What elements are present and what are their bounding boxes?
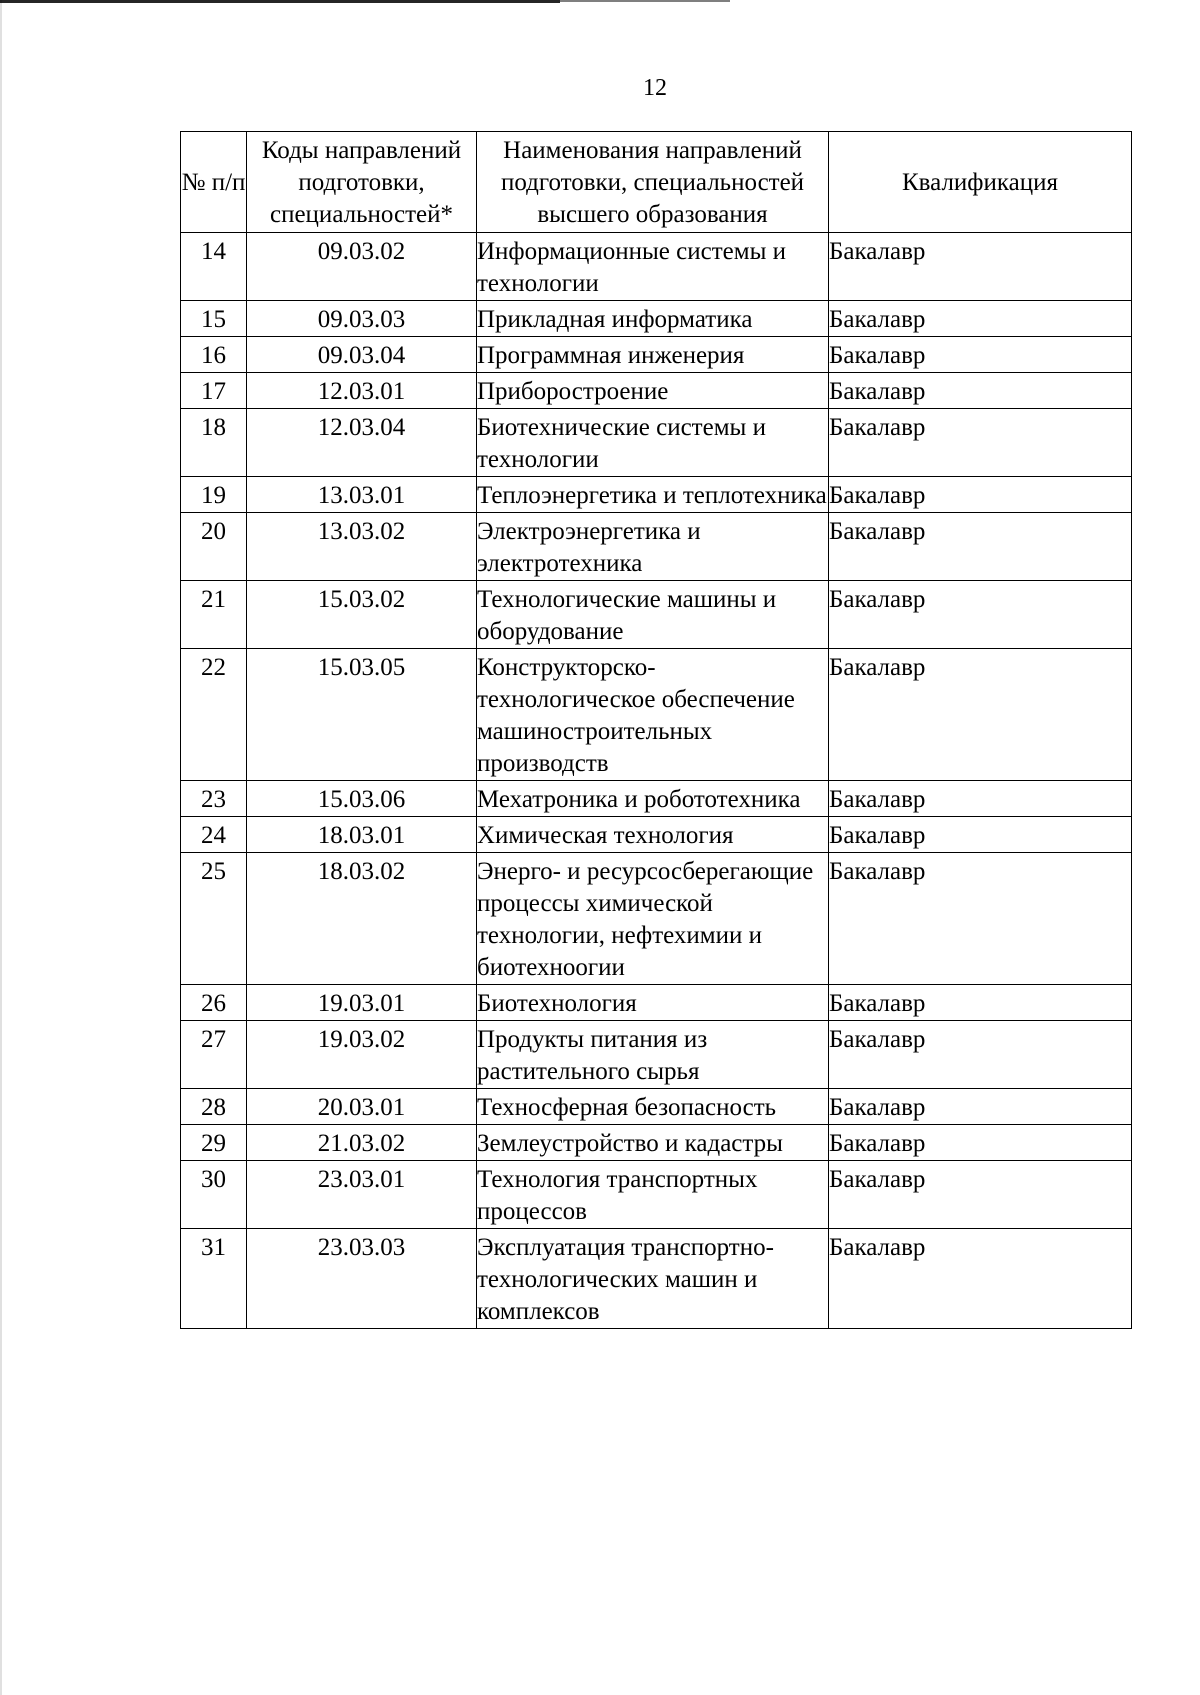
- cell-name: Теплоэнергетика и теплотехника: [477, 477, 829, 513]
- cell-name: Конструкторско-технологическое обеспечение машиностроительных производств: [477, 649, 829, 781]
- cell-qualification: Бакалавр: [829, 409, 1132, 477]
- cell-num: 24: [181, 817, 247, 853]
- table-row: [181, 853, 1132, 985]
- cell-code: 09.03.03: [247, 301, 477, 337]
- table-row: [181, 409, 1132, 477]
- cell-code: 23.03.03: [247, 1229, 477, 1329]
- cell-name: Приборостроение: [477, 373, 829, 409]
- table-row: [181, 373, 1132, 409]
- cell-name: Эксплуатация транспортно-технологических машин и комплексов: [477, 1229, 829, 1329]
- cell-qualification: Бакалавр: [829, 1125, 1132, 1161]
- cell-name: Информационные системы и технологии: [477, 233, 829, 301]
- cell-code: 09.03.04: [247, 337, 477, 373]
- cell-name: Техносферная безопасность: [477, 1089, 829, 1125]
- cell-num: 29: [181, 1125, 247, 1161]
- cell-code: 21.03.02: [247, 1125, 477, 1161]
- page-number: 12: [643, 75, 667, 101]
- table-body: [181, 233, 1132, 1329]
- table-row: [181, 581, 1132, 649]
- cell-code: 19.03.01: [247, 985, 477, 1021]
- header-qualification: Квалификация: [829, 132, 1132, 233]
- table-row: [181, 513, 1132, 581]
- cell-code: 23.03.01: [247, 1161, 477, 1229]
- cell-name: Биотехнические системы и технологии: [477, 409, 829, 477]
- cell-qualification: Бакалавр: [829, 817, 1132, 853]
- cell-name: Программная инженерия: [477, 337, 829, 373]
- cell-num: 28: [181, 1089, 247, 1125]
- cell-qualification: Бакалавр: [829, 1229, 1132, 1329]
- table-row: [181, 817, 1132, 853]
- cell-num: 25: [181, 853, 247, 985]
- cell-qualification: Бакалавр: [829, 301, 1132, 337]
- directions-table: [180, 131, 1132, 1329]
- cell-name: Электроэнергетика и электротехника: [477, 513, 829, 581]
- scan-edge-top: [0, 0, 560, 3]
- cell-name: Технология транспортных процессов: [477, 1161, 829, 1229]
- cell-code: 15.03.02: [247, 581, 477, 649]
- cell-qualification: Бакалавр: [829, 373, 1132, 409]
- cell-num: 15: [181, 301, 247, 337]
- cell-qualification: Бакалавр: [829, 1161, 1132, 1229]
- cell-code: 20.03.01: [247, 1089, 477, 1125]
- table-row: [181, 1161, 1132, 1229]
- cell-qualification: Бакалавр: [829, 477, 1132, 513]
- scan-edge-left: [0, 0, 2, 1695]
- table-row: [181, 781, 1132, 817]
- cell-code: 18.03.02: [247, 853, 477, 985]
- cell-qualification: Бакалавр: [829, 581, 1132, 649]
- cell-code: 09.03.02: [247, 233, 477, 301]
- cell-code: 12.03.01: [247, 373, 477, 409]
- cell-name: Продукты питания из растительного сырья: [477, 1021, 829, 1089]
- cell-num: 26: [181, 985, 247, 1021]
- cell-qualification: Бакалавр: [829, 853, 1132, 985]
- table-row: [181, 301, 1132, 337]
- cell-code: 15.03.05: [247, 649, 477, 781]
- cell-name: Мехатроника и робототехника: [477, 781, 829, 817]
- cell-code: 19.03.02: [247, 1021, 477, 1089]
- cell-num: 30: [181, 1161, 247, 1229]
- cell-name: Биотехнология: [477, 985, 829, 1021]
- table-row: [181, 477, 1132, 513]
- header-name: Наименования направлений подготовки, специальностей высшего образования: [477, 132, 829, 233]
- cell-qualification: Бакалавр: [829, 1089, 1132, 1125]
- cell-num: 16: [181, 337, 247, 373]
- table-header-row: [181, 132, 1132, 233]
- cell-num: 17: [181, 373, 247, 409]
- header-num: № п/п: [181, 132, 247, 233]
- scan-edge-top-faint: [560, 0, 730, 2]
- cell-code: 15.03.06: [247, 781, 477, 817]
- cell-name: Землеустройство и кадастры: [477, 1125, 829, 1161]
- header-code: Коды направлений подготовки, специальностей*: [247, 132, 477, 233]
- table-row: [181, 649, 1132, 781]
- cell-name: Химическая технология: [477, 817, 829, 853]
- cell-num: 23: [181, 781, 247, 817]
- cell-qualification: Бакалавр: [829, 1021, 1132, 1089]
- cell-code: 18.03.01: [247, 817, 477, 853]
- cell-num: 22: [181, 649, 247, 781]
- table-row: [181, 1125, 1132, 1161]
- cell-qualification: Бакалавр: [829, 233, 1132, 301]
- cell-qualification: Бакалавр: [829, 337, 1132, 373]
- table-row: [181, 985, 1132, 1021]
- cell-code: 13.03.01: [247, 477, 477, 513]
- cell-num: 27: [181, 1021, 247, 1089]
- cell-name: Энерго- и ресурсосберегающие процессы химической технологии, нефтехимии и биотехноогии: [477, 853, 829, 985]
- cell-num: 19: [181, 477, 247, 513]
- cell-num: 31: [181, 1229, 247, 1329]
- cell-qualification: Бакалавр: [829, 985, 1132, 1021]
- cell-num: 14: [181, 233, 247, 301]
- table-row: [181, 233, 1132, 301]
- cell-num: 21: [181, 581, 247, 649]
- table-row: [181, 1229, 1132, 1329]
- table-row: [181, 337, 1132, 373]
- cell-qualification: Бакалавр: [829, 513, 1132, 581]
- cell-name: Прикладная информатика: [477, 301, 829, 337]
- table-row: [181, 1021, 1132, 1089]
- cell-qualification: Бакалавр: [829, 781, 1132, 817]
- cell-name: Технологические машины и оборудование: [477, 581, 829, 649]
- cell-code: 13.03.02: [247, 513, 477, 581]
- table-row: [181, 1089, 1132, 1125]
- cell-qualification: Бакалавр: [829, 649, 1132, 781]
- cell-num: 18: [181, 409, 247, 477]
- cell-num: 20: [181, 513, 247, 581]
- cell-code: 12.03.04: [247, 409, 477, 477]
